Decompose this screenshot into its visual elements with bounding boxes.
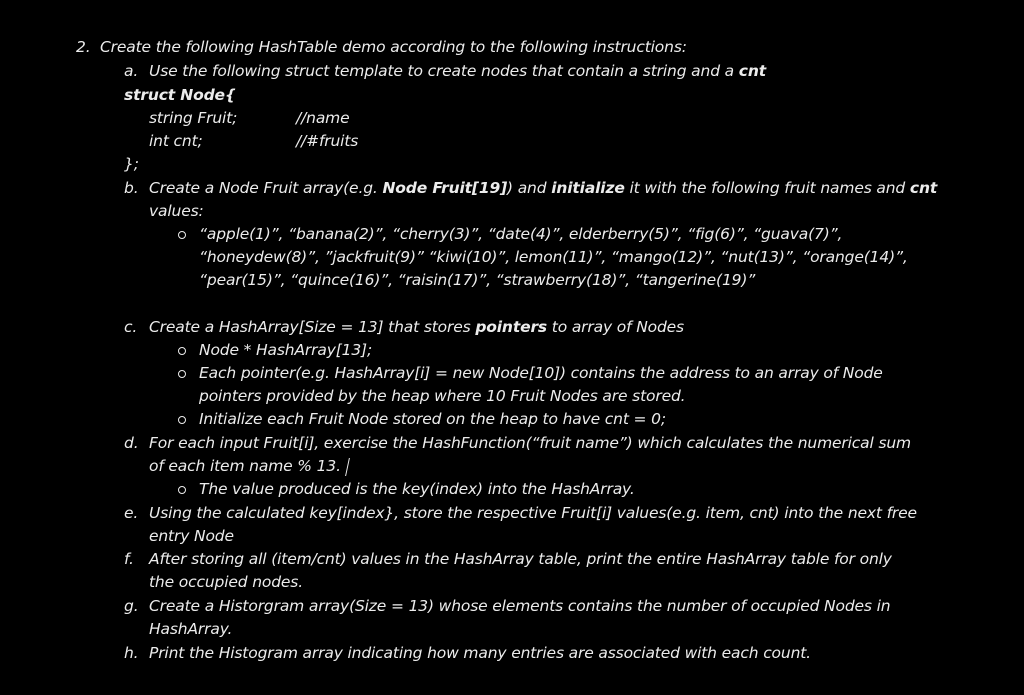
bullet-icon [178,486,186,494]
code-struct-close: }; [124,155,139,173]
item-g-text-cont: HashArray. [149,620,233,638]
item-e-text: Using the calculated key[index}, store the respective Fruit[i] values(e.g. item, cnt) into the next free [149,504,917,522]
text-cursor [345,458,350,476]
code-struct-open: struct Node{ [124,86,236,104]
fruit-list-line-1: “apple(1)”, “banana(2)”, “cherry(3)”, “date(4)”, elderberry(5)”, “fig(6)”, “guava(7)”, [199,225,843,243]
item-d-text: For each input Fruit[i], exercise the HashFunction(“fruit name”) which calculates the numerical sum [149,434,912,452]
item-d-text-cont: of each item name % 13. [149,457,341,475]
item-b-text: Create a Node Fruit array(e.g. Node Fruit[19]) and initialize it with the following fruit names and cnt [149,179,938,197]
bullet-icon [178,231,186,239]
item-b-text-cont: values: [149,202,204,220]
item-c-bullet-1: Node * HashArray[13]; [199,341,373,359]
question-number: 2. [76,38,91,56]
item-c-bullet-2: Each pointer(e.g. HashArray[i] = new Node[10]) contains the address to an array of Node [199,364,883,382]
item-d-bullet-1: The value produced is the key(index) into the HashArray. [199,480,635,498]
item-e-text-cont: entry Node [149,527,234,545]
bullet-icon [178,347,186,355]
item-d-letter: d. [124,434,139,452]
item-b-letter: b. [124,179,139,197]
item-a-letter: a. [124,62,139,80]
bullet-icon [178,416,186,424]
code-field-fruit: string Fruit; [149,109,238,127]
fruit-list-line-3: “pear(15)”, “quince(16)”, “raisin(17)”, “strawberry(18)”, “tangerine(19)” [199,271,756,289]
item-f-letter: f. [124,550,134,568]
item-h-letter: h. [124,644,139,662]
item-g-letter: g. [124,597,139,615]
item-f-text-cont: the occupied nodes. [149,573,303,591]
question-heading: Create the following HashTable demo according to the following instructions: [100,38,687,56]
item-c-bullet-2-cont: pointers provided by the heap where 10 Fruit Nodes are stored. [199,387,686,405]
item-f-text: After storing all (item/cnt) values in the HashArray table, print the entire HashArray table for only [149,550,892,568]
item-h-text: Print the Histogram array indicating how many entries are associated with each count. [149,644,811,662]
item-e-letter: e. [124,504,139,522]
item-c-bullet-3: Initialize each Fruit Node stored on the heap to have cnt = 0; [199,410,666,428]
item-c-text: Create a HashArray[Size = 13] that stores pointers to array of Nodes [149,318,684,336]
code-field-cnt: int cnt; [149,132,203,150]
bullet-icon [178,370,186,378]
item-c-letter: c. [124,318,138,336]
fruit-list-line-2: “honeydew(8)”, ”jackfruit(9)” “kiwi(10)”, lemon(11)”, “mango(12)”, “nut(13)”, “orange(14)”, [199,248,908,266]
item-g-text: Create a Historgram array(Size = 13) whose elements contains the number of occupied Nodes in [149,597,891,615]
code-comment-fruits: //#fruits [296,132,359,150]
item-a-text: Use the following struct template to create nodes that contain a string and a cnt [149,62,766,80]
code-comment-name: //name [296,109,350,127]
